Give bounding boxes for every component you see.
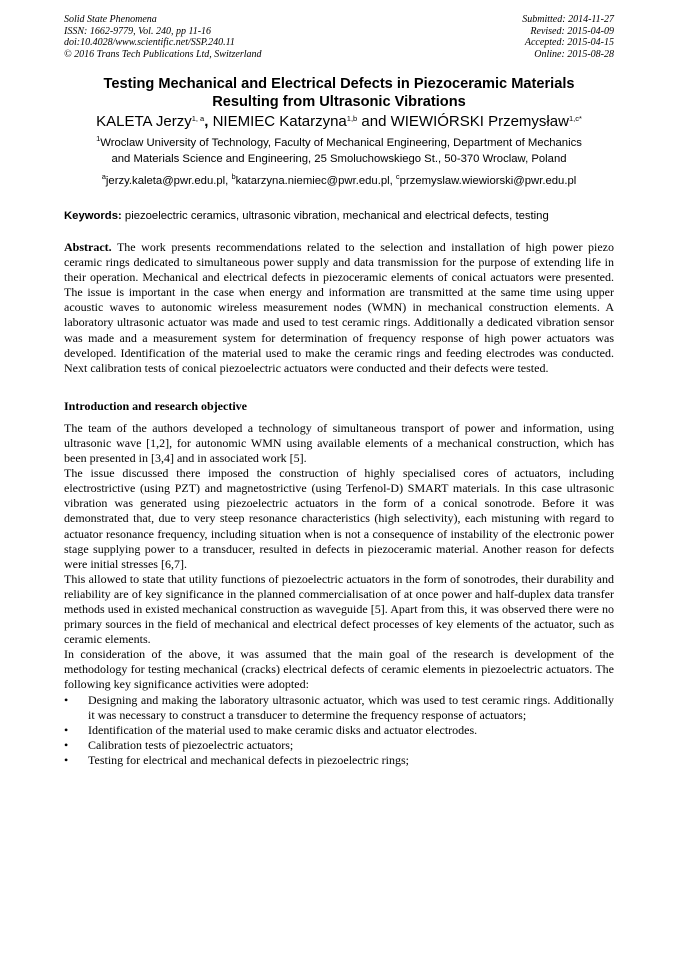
affiliation	[64, 136, 614, 167]
keywords-label: Keywords:	[64, 210, 122, 222]
list-item	[64, 753, 614, 768]
affiliation-line: Wroclaw University of Technology, Faculty of Mechanical Engineering, Department of Mechanics	[100, 137, 582, 149]
list-item-text: Designing and making the laboratory ultrasonic actuator, which was used to test ceramic rings. Additionally it was necessary to construct a transducer to determine the frequency response of actuators;	[88, 692, 614, 722]
author-name: NIEMIEC Katarzyna	[212, 113, 347, 130]
email-link[interactable]: przemyslaw.wiewiorski@pwr.edu.pl	[399, 175, 577, 187]
list-item	[64, 693, 614, 723]
email-link[interactable]: katarzyna.niemiec@pwr.edu.pl,	[235, 175, 393, 187]
title-line: Resulting from Ultrasonic Vibrations	[212, 94, 466, 110]
list-item-text: Calibration tests of piezoelectric actuators;	[88, 737, 294, 752]
author-conjunction: and	[361, 113, 387, 130]
author-superscript: 1,c*	[568, 114, 582, 123]
abstract-label: Abstract.	[64, 240, 112, 254]
page	[64, 14, 614, 768]
date-revised: Revised: 2015-04-09	[530, 25, 614, 37]
bullet-icon: •	[64, 692, 69, 707]
submission-dates	[522, 14, 614, 60]
journal-doi: doi:10.4028/www.scientific.net/SSP.240.11	[64, 37, 235, 48]
paragraph: The issue discussed there imposed the construction of highly specialised cores of actuators, including electrostrictive (using PZT) and magnetostrictive (using Terfenol-D) SMART materials. In this case ultrasonic vibration was generated using piezoelectric actuators in the form of a conical sonotrode. Before it was demonstrated that, due to very steep resonance characteristics (high selectivity), each mistuning with regard to actuator resonance frequency, including situation when is not a consequence of instability of the electronic power stage supplying power to a transducer, resulted in defects in piezoceramic material. Another reason for defects were initial stresses [6,7].	[64, 466, 614, 571]
list-item-text: Testing for electrical and mechanical defects in piezoelectric rings;	[88, 752, 410, 767]
bullet-icon: •	[64, 722, 69, 737]
author-name: KALETA Jerzy	[96, 113, 192, 130]
keywords	[64, 209, 614, 224]
bullet-icon: •	[64, 737, 69, 752]
bullet-icon: •	[64, 752, 69, 767]
journal-copyright: © 2016 Trans Tech Publications Ltd, Switzerland	[64, 48, 262, 60]
section-body	[64, 421, 614, 768]
author-separator: ,	[204, 113, 213, 130]
email-superscript: c	[395, 172, 400, 181]
paragraph: In consideration of the above, it was assumed that the main goal of the research is development of the methodology for testing mechanical (cracks) electrical defects of ceramic elements in piezoelectric actuators. The following key significance activities were adopted:	[64, 647, 614, 692]
bullet-list	[64, 693, 614, 768]
paragraph: The team of the authors developed a technology of simultaneous transport of power and information, using ultrasonic wave [1,2], for autonomic WMN using available elements of a mechanical construction, which has been presented in [3,4] and in associated work [5].	[64, 420, 614, 466]
date-submitted: Submitted: 2014-11-27	[522, 14, 614, 25]
abstract-text: The work presents recommendations related to the selection and installation of high power piezo ceramic rings dedicated to simultaneous power supply and data transmission for the purpose of extending life in their operation. Mechanical and electrical defects in piezoceramic elements of conical actuators were presented. The issue is important in the case when energy and information are transmitted at the same time using upper acoustic waves to autonomic wireless measurement nodes (WMN) in mechanical construction elements. A laboratory ultrasonic actuator was made and used to test ceramic rings. Additionally a dedicated vibration sensor was made and a measurement system for determination of frequency response of high power actuators was developed. Identification of the material used to make the ceramic rings and feeding electrodes was conducted. Next calibration tests of conical piezoelectric actuators were conducted and their defects were tested.	[64, 240, 614, 375]
list-item	[64, 723, 614, 738]
list-item	[64, 738, 614, 753]
keywords-text: piezoelectric ceramics, ultrasonic vibration, mechanical and electrical defects, testing	[124, 210, 549, 222]
affiliation-line: and Materials Science and Engineering, 25 Smoluchowskiego St., 50-370 Wroclaw, Poland	[111, 152, 567, 165]
date-accepted: Accepted: 2015-04-15	[524, 37, 614, 48]
abstract	[64, 240, 614, 376]
author-name: WIEWIÓRSKI Przemysław	[390, 113, 569, 130]
section-heading: Introduction and research objective	[64, 398, 247, 413]
author-superscript: 1, a	[191, 114, 205, 123]
email-superscript: b	[231, 172, 236, 181]
email-link[interactable]: jerzy.kaleta@pwr.edu.pl,	[105, 175, 229, 187]
journal-info	[64, 14, 262, 60]
title-line: Testing Mechanical and Electrical Defects in Piezoceramic Materials	[103, 76, 575, 92]
paper-title	[64, 75, 614, 111]
affiliation-superscript: 1	[96, 134, 101, 143]
journal-header	[64, 14, 614, 60]
author-emails	[64, 174, 614, 189]
author-list	[64, 112, 614, 132]
list-item-text: Identification of the material used to make ceramic disks and actuator electrodes.	[88, 722, 478, 737]
journal-issn: ISSN: 1662-9779, Vol. 240, pp 11-16	[64, 25, 212, 37]
paragraph: This allowed to state that utility functions of piezoelectric actuators in the form of sonotrodes, their durability and reliability are of key significance in the planned commercialisation of at once power and half-duplex data transfer methods used in existed mechanical construction as waveguide [5]. Apart from this, it was observed there were no primary sources in the field of mechanical and electrical defect processes of key elements of the actuator, such as ceramic elements.	[64, 571, 614, 647]
date-online: Online: 2015-08-28	[534, 48, 614, 60]
journal-name: Solid State Phenomena	[64, 14, 157, 25]
email-superscript: a	[101, 172, 106, 181]
author-superscript: 1,b	[346, 114, 358, 123]
